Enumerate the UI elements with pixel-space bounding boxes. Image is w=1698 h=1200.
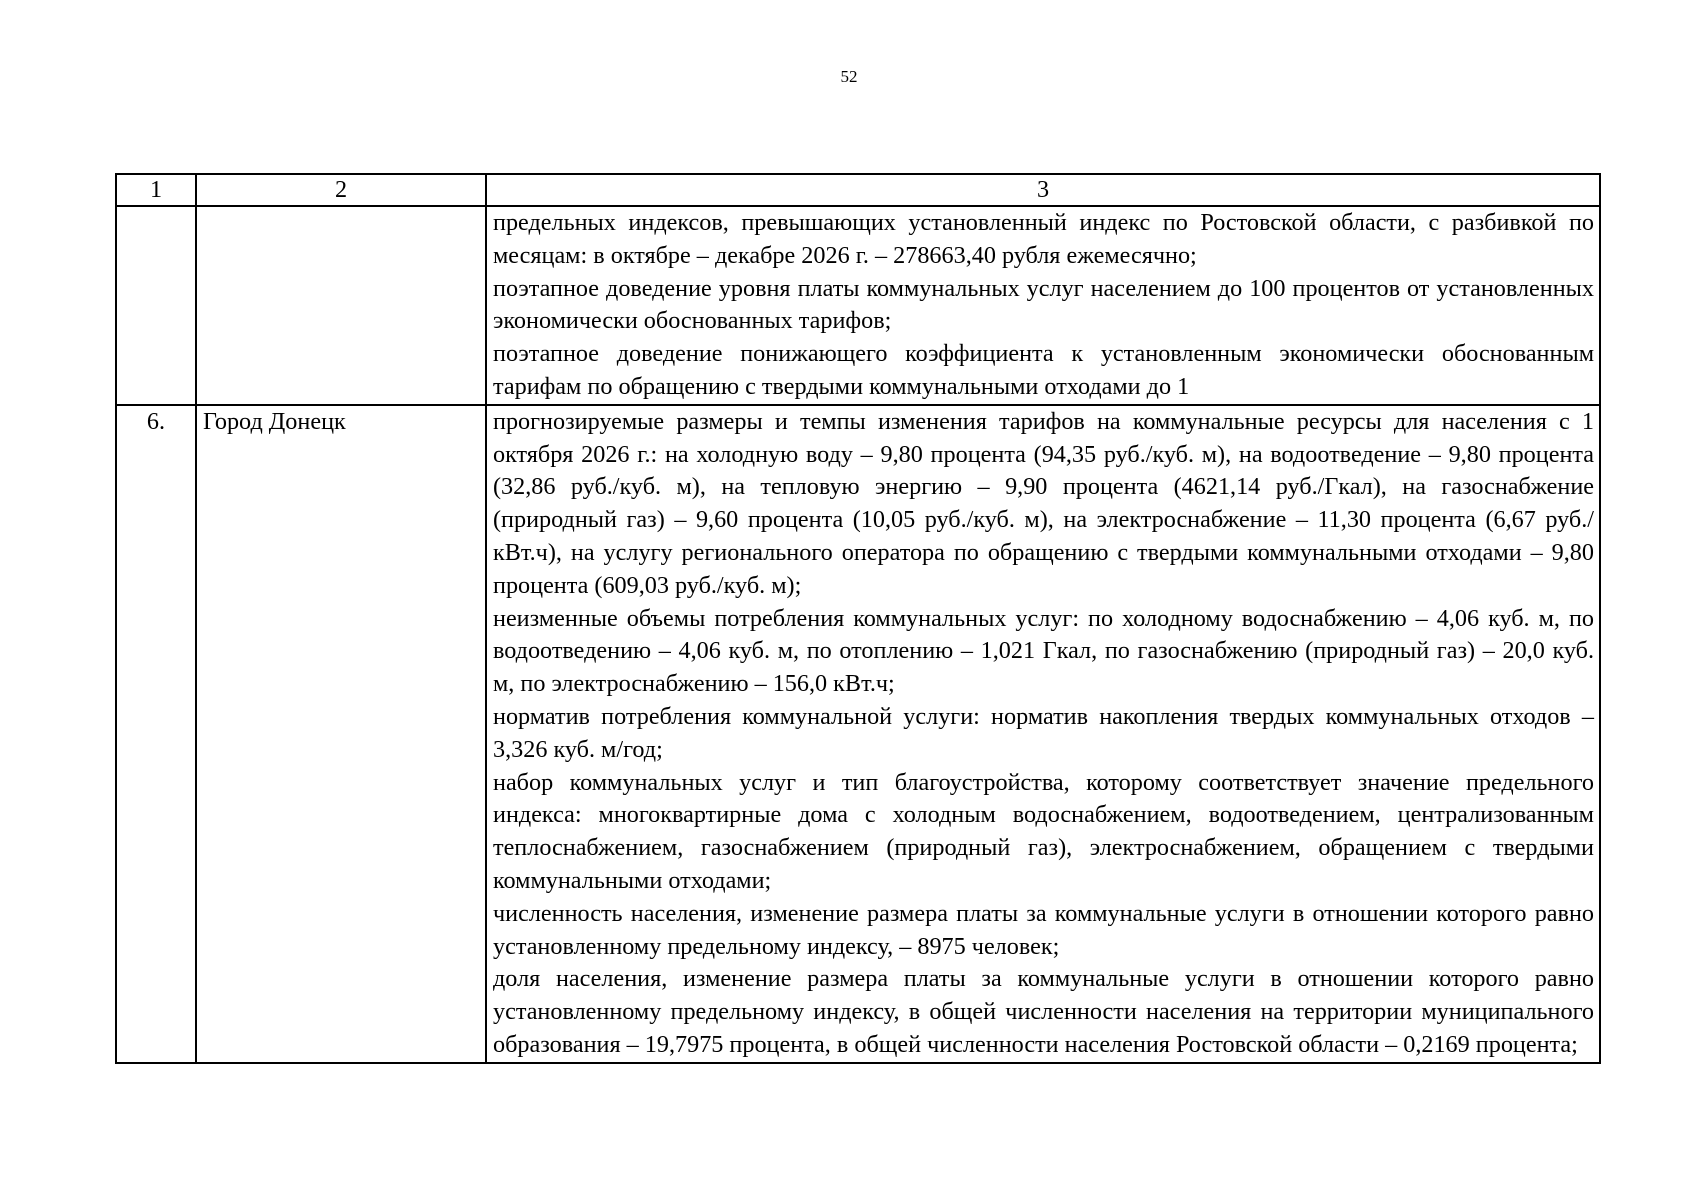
table-row: [116, 405, 1600, 1063]
row-number-cell: [116, 206, 196, 405]
header-col-2: 2: [196, 174, 486, 206]
row-number-cell: 6.: [116, 405, 196, 1063]
paragraph: поэтапное доведение понижающего коэффициента к установленным экономически обоснованным тарифам по обращению с твердыми коммунальными отходами до 1: [493, 340, 1594, 400]
paragraph: предельных индексов, превышающих установленный индекс по Ростовской области, с разбивкой по месяцам: в октябре – декабре 2026 г. – 278663,40 рубля ежемесячно;: [493, 209, 1594, 269]
paragraph: прогнозируемые размеры и темпы изменения тарифов на коммунальные ресурсы для населения с 1 октября 2026 г.: на холодную воду – 9,80 процента (94,35 руб./куб. м), на водоотведение – 9,80 процента (32,86 руб./куб. м), на тепловую энергию – 9,90 процента (4621,14 руб./Гкал), на газоснабжение (природный газ) – 9,60 процента (10,05 руб./куб. м), на электроснабжение – 11,30 процента (6,67 руб./кВт.ч), на услугу регионального оператора по обращению с твердыми коммунальными отходами – 9,80 процента (609,03 руб./куб. м);: [493, 407, 1594, 599]
paragraph: неизменные объемы потребления коммунальных услуг: по холодному водоснабжению – 4,06 куб. м, по водоотведению – 4,06 куб. м, по отоплению – 1,021 Гкал, по газоснабжению (природный газ) – 20,0 куб. м, по электроснабжению – 156,0 кВт.ч;: [493, 604, 1594, 698]
municipality-cell: [196, 206, 486, 405]
paragraph: норматив потребления коммунальной услуги: норматив накопления твердых коммунальных отходов – 3,326 куб. м/год;: [493, 702, 1594, 763]
header-col-1: 1: [116, 174, 196, 206]
table-header-row: [116, 174, 1600, 206]
paragraph: набор коммунальных услуг и тип благоустройства, которому соответствует значение предельного индекса: многоквартирные дома с холодным водоснабжением, водоотведением, централизованным теплоснабжением, газоснабжением (природный газ), электроснабжением, обращением с твердыми коммунальными отходами;: [493, 768, 1594, 894]
paragraph: доля населения, изменение размера платы за коммунальные услуги в отношении которого равно установленному предельному индексу, в общей численности населения на территории муниципального образования – 19,7975 процента, в общей численности населения Ростовской области – 0,2169 процента;: [493, 965, 1594, 1058]
header-col-3: 3: [486, 174, 1600, 206]
page-number: 52: [840, 67, 858, 86]
paragraph: поэтапное доведение уровня платы коммунальных услуг населением до 100 процентов от установленных экономически обоснованных тарифов;: [493, 274, 1594, 335]
description-cell: [486, 405, 1600, 1063]
table-row: [116, 206, 1600, 405]
tariff-table: [115, 173, 1601, 1064]
paragraph: численность населения, изменение размера платы за коммунальные услуги в отношении которого равно установленному предельному индексу, – 8975 человек;: [493, 899, 1594, 960]
municipality-cell: Город Донецк: [196, 405, 486, 1063]
description-cell: [486, 206, 1600, 405]
